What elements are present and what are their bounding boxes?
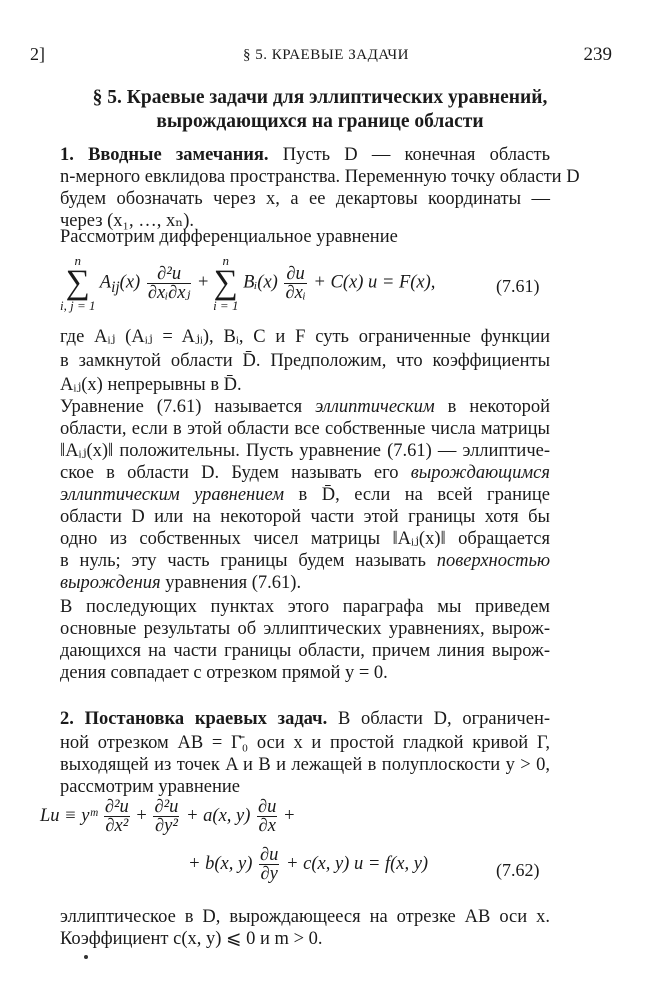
header-page-number: 239	[583, 44, 612, 65]
p5-line-3: выходящей из точек A и B и лежащей в полуплоскости y > 0,	[60, 755, 550, 775]
term-surface: поверхностью	[436, 551, 550, 571]
fraction-d2u-dy2: $\frac{\text{∂²u}}{\text{∂y²}}$	[154, 797, 179, 836]
p2-line-3: Aᵢⱼ(x) непрерывны в D̄.	[60, 375, 242, 395]
p3-line-4: ское в области D. Будем называть его вырождающимся	[60, 463, 550, 483]
p3-line-9: вырождения уравнения (7.61).	[60, 573, 302, 593]
coefficient-a: A	[99, 272, 112, 293]
fraction-du-dy: $\frac{\partial u}{\partial y}$	[259, 845, 279, 884]
fraction-d2u-dx2: $\frac{\text{∂²u}}{\text{∂x²}}$	[104, 797, 129, 836]
term-elliptic-equation: эллиптическим уравнением	[60, 485, 285, 505]
p5-line-4: рассмотрим уравнение	[60, 777, 240, 797]
coefficient-a-sub: ij	[111, 278, 120, 296]
p5-line-1-text: В области D, ограничен-	[337, 709, 551, 729]
coefficient-a-arg: (x)	[119, 272, 141, 293]
equation-7-61	[60, 254, 560, 312]
equation-number-7-61: (7.61)	[496, 276, 540, 296]
section-title-line-1: § 5. Краевые задачи для эллиптических уравнений,	[92, 87, 548, 108]
p3-line-3: ‖Aᵢⱼ(x)‖ положительны. Пусть уравнение (7.61) — эллиптиче-	[60, 441, 550, 461]
fraction-first-derivative: $\frac{\partial u}{\text{∂xᵢ}}$	[285, 263, 306, 303]
term-degeneration: вырождения	[60, 573, 161, 593]
p5-line-2: ной отрезком AB = Γ̄₀ оси x и простой гладкой кривой Γ,	[60, 733, 550, 753]
p1-line-1	[60, 144, 550, 166]
p3-line-2: области, если в этой области все собственные числа матрицы	[60, 419, 550, 439]
p3-line-8: в нуль; эту часть границы будем называть поверхностью	[60, 551, 550, 571]
print-speck	[84, 955, 88, 959]
p5-line-1	[60, 708, 550, 730]
subsection-heading-1: 1. Вводные замечания.	[60, 145, 269, 165]
fraction-second-derivative: $\frac{\text{∂²u}}{\text{∂xᵢ∂xⱼ}}$	[147, 263, 191, 303]
p2-line-1: где Aᵢⱼ (Aᵢⱼ = Aⱼᵢ), Bᵢ, C и F суть ограниченные функции	[60, 327, 550, 347]
equation-7-61-rest: + C(x) u = F(x),	[313, 272, 436, 293]
plus-sign: +	[198, 272, 209, 293]
p3-line-5: эллиптическим уравнением в D̄, если на всей границе	[60, 485, 551, 505]
p6-line-1: эллиптическое в D, вырождающееся на отрезке AB оси x.	[60, 907, 550, 927]
p1-line-4: через (x₁, …, xₙ).	[60, 211, 195, 231]
coefficient-b: Bᵢ(x)	[243, 272, 278, 293]
equation-7-62-line-2: + b(x, y) $\frac{\partial u}{\partial y}$ + c(x, y) u = f(x, y)	[188, 845, 429, 884]
equation-7-62-line-1: Lu ≡ yᵐ $\frac{\text{∂²u}}{\text{∂x²}}$ + $\frac{\text{∂²u}}{\text{∂y²}}$ + a(x, y) $\frac{\partial u}{\partial x}$ +	[40, 797, 295, 836]
p4-line-1: В последующих пунктах этого параграфа мы приведем	[60, 597, 550, 617]
fraction-du-dx: $\frac{\partial u}{\partial x}$	[258, 797, 277, 836]
p6-line-2: Коэффициент c(x, y) ⩽ 0 и m > 0.	[60, 929, 323, 949]
header-running-title: § 5. КРАЕВЫЕ ЗАДАЧИ	[243, 47, 409, 63]
p1-line-2: n-мерного евклидова пространства. Переменную точку области D	[60, 167, 580, 187]
header-chapter-number: 2]	[30, 44, 45, 64]
sum-sign-1: n ∑ i, j = 1	[60, 253, 96, 313]
p1-line-3: будем обозначать через x, а ее декартовы координаты —	[60, 189, 550, 209]
p1-line-5: Рассмотрим дифференциальное уравнение	[60, 227, 398, 247]
p3-line-7: одно из собственных чисел матрицы ‖Aᵢⱼ(x)‖ обращается	[60, 529, 550, 549]
p2-line-2: в замкнутой области D̄. Предположим, что коэффициенты	[60, 351, 550, 371]
p1-line-1-text: Пусть D — конечная область	[282, 145, 551, 165]
term-elliptic: эллиптическим	[315, 397, 435, 417]
p4-line-4: дения совпадает с отрезком прямой y = 0.	[60, 663, 388, 683]
equation-number-7-62: (7.62)	[496, 860, 540, 880]
section-title	[40, 86, 600, 134]
p4-line-2: основные результаты об эллиптических уравнениях, вырож-	[60, 619, 550, 639]
p3-line-1: Уравнение (7.61) называется эллиптическим в некоторой	[60, 397, 550, 417]
p4-line-3: дающихся на части границы области, причем линия вырож-	[60, 641, 550, 661]
section-title-line-2: вырождающихся на границе области	[156, 111, 484, 132]
sum-sign-2: n ∑ i = 1	[213, 253, 239, 313]
subsection-heading-2: 2. Постановка краевых задач.	[60, 709, 328, 729]
term-degenerate: вырождающимся	[410, 463, 550, 483]
p3-line-6: области D или на некоторой части этой границы хотя бы	[60, 507, 550, 527]
